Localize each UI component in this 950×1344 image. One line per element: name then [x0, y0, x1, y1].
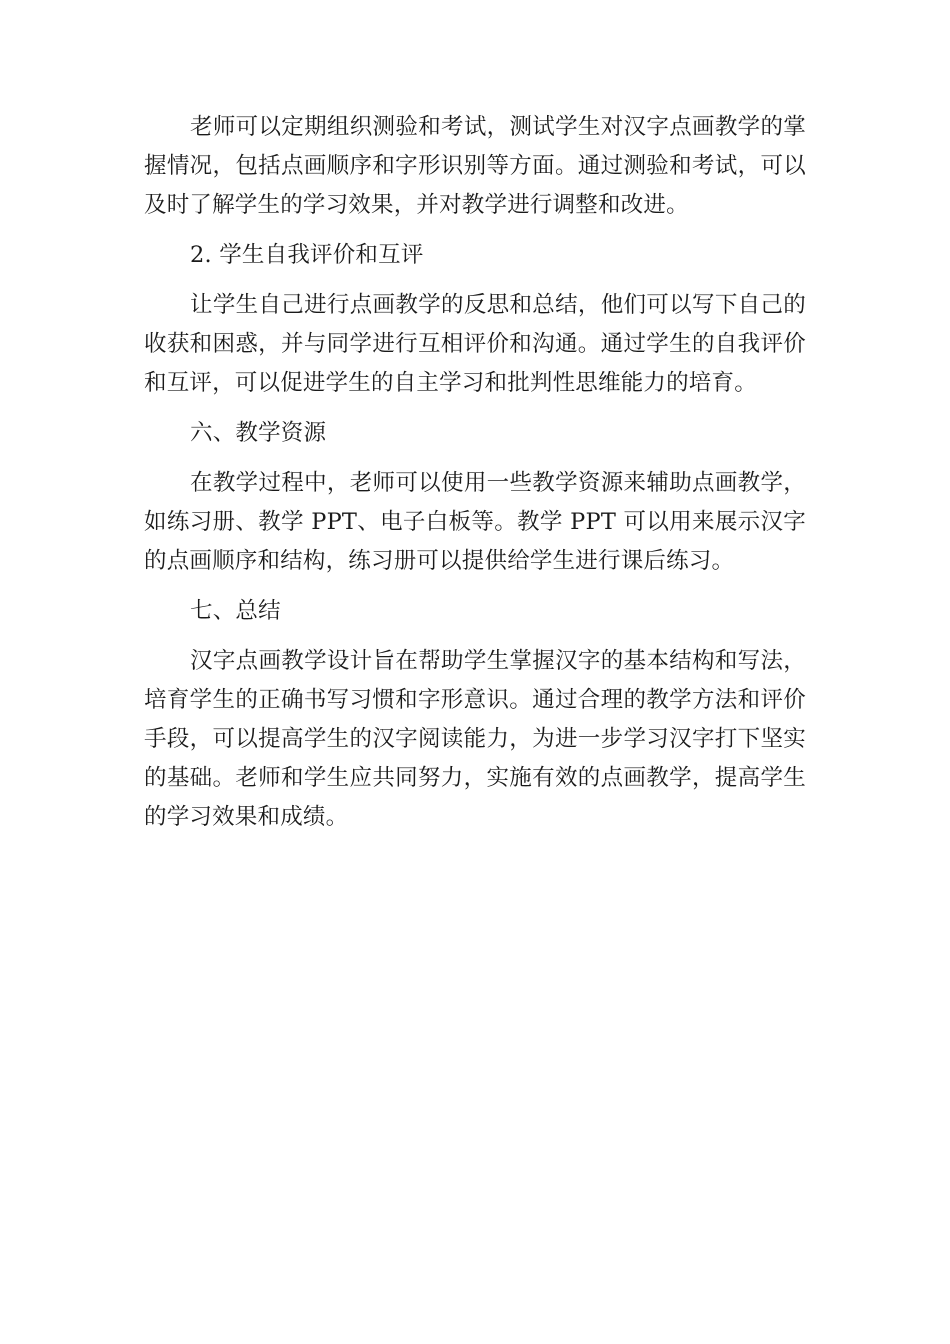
paragraph-self-and-peer-evaluation: 让学生自己进行点画教学的反思和总结，他们可以写下自己的收获和困惑，并与同学进行互相评价和沟通。通过学生的自我评价和互评，可以促进学生的自主学习和批判性思维能力的培育。: [144, 292, 806, 396]
paragraph-assessment-tests: 老师可以定期组织测验和考试，测试学生对汉字点画教学的掌握情况，包括点画顺序和字形识别等方面。通过测验和考试，可以及时了解学生的学习效果，并对教学进行调整和改进。: [144, 114, 806, 218]
document-body: [144, 108, 806, 848]
heading-summary: 七、总结: [190, 598, 281, 624]
heading-self-and-peer-evaluation: 2. 学生自我评价和互评: [190, 242, 424, 268]
heading-teaching-resources: 六、教学资源: [190, 420, 327, 446]
paragraph-summary: 汉字点画教学设计旨在帮助学生掌握汉字的基本结构和写法，培育学生的正确书写习惯和字形意识。通过合理的教学方法和评价手段，可以提高学生的汉字阅读能力，为进一步学习汉字打下坚实的基础。老师和学生应共同努力，实施有效的点画教学，提高学生的学习效果和成绩。: [144, 648, 806, 830]
paragraph-teaching-resources: 在教学过程中，老师可以使用一些教学资源来辅助点画教学，如练习册、教学 PPT、电子白板等。教学 PPT 可以用来展示汉字的点画顺序和结构，练习册可以提供给学生进行课后练习。: [144, 470, 806, 574]
